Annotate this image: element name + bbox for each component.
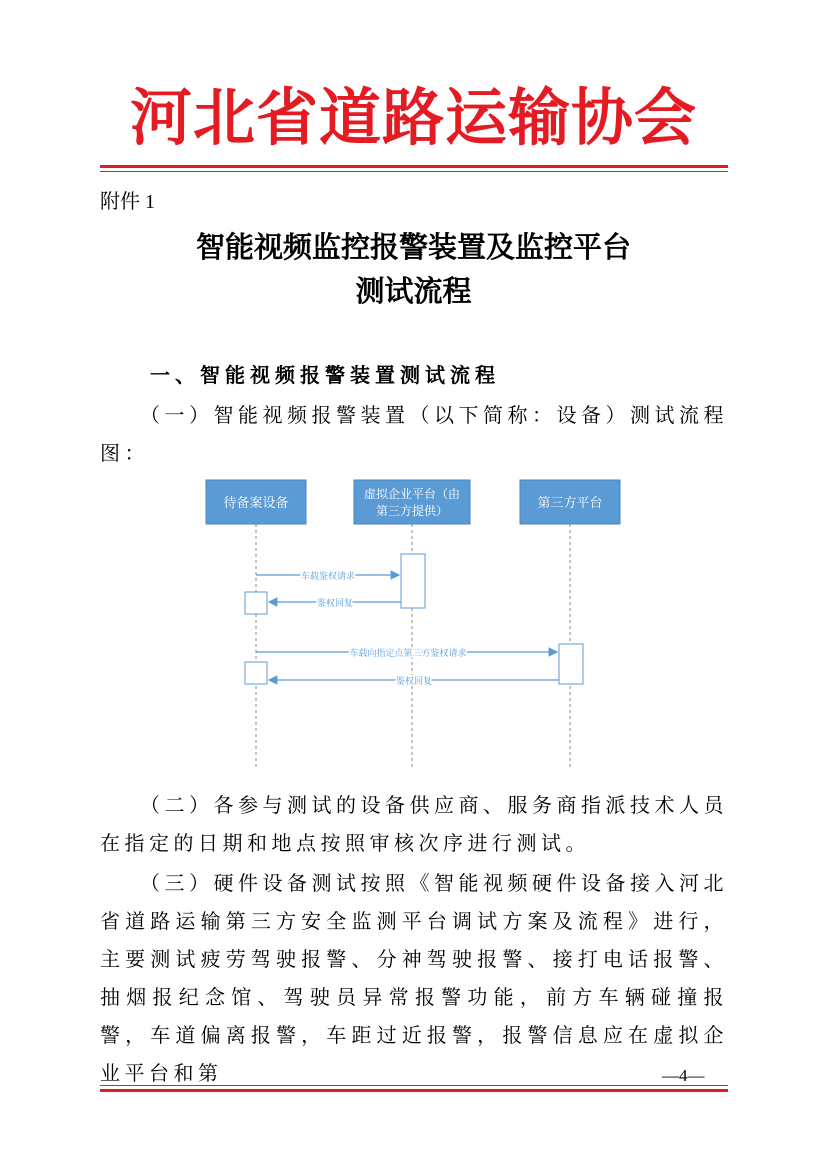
activation-device-1 [245,592,267,614]
document-title-line1: 智能视频监控报警装置及监控平台 [195,230,631,264]
message-label-4: 鉴权回复 [395,677,433,687]
page-number: —4— [662,1066,705,1085]
activation-device-2 [245,662,267,684]
message-label-1: 车载鉴权请求 [300,572,356,582]
activation-third-party [559,644,583,684]
paragraph-1: （一）智能视频报警装置（以下简称：设备）测试流程图： [100,403,728,465]
paragraph-3: （三）硬件设备测试按照《智能视频硬件设备接入河北省道路运输第三方安全监测平台调试方案及流程》进行，主要测试疲劳驾驶报警、分神驾驶报警、接打电话报警、抽烟报纪念馆、驾驶员异常报警功能，前方车辆碰撞报警，车道偏离报警，车距过近报警，报警信息应在虚拟企业平台和第 [100,871,728,1085]
footer-rule-thick [100,1089,728,1092]
participant-virtual-platform [354,480,470,524]
annex-label: 附件 1 [100,191,155,213]
document-title-line2: 测试流程 [355,274,472,308]
masthead-title: 河北省道路运输协会 [129,81,697,154]
sequence-diagram [198,478,628,770]
section-heading: 一、智能视频报警装置测试流程 [150,363,500,387]
participant-third-party-label: 第三方平台 [537,496,603,511]
participant-virtual-platform-label-line1: 虚拟企业平台（由 [363,487,461,501]
participant-virtual-platform-label-line2: 第三方提供） [375,504,449,518]
paragraph-2: （二）各参与测试的设备供应商、服务商指派技术人员在指定的日期和地点按照审核次序进行测试。 [100,793,728,855]
footer-rule-thin [100,1085,728,1086]
header-rule-thick [100,165,728,168]
message-label-2: 鉴权回复 [316,599,354,609]
participant-third-party [520,480,620,524]
activation-virtual-platform [401,554,425,608]
header-rule-thin [100,171,728,172]
participant-device-label: 待备案设备 [223,496,289,511]
participant-device [206,480,306,524]
message-label-3: 车载向指定点第三方鉴权请求 [349,649,467,659]
